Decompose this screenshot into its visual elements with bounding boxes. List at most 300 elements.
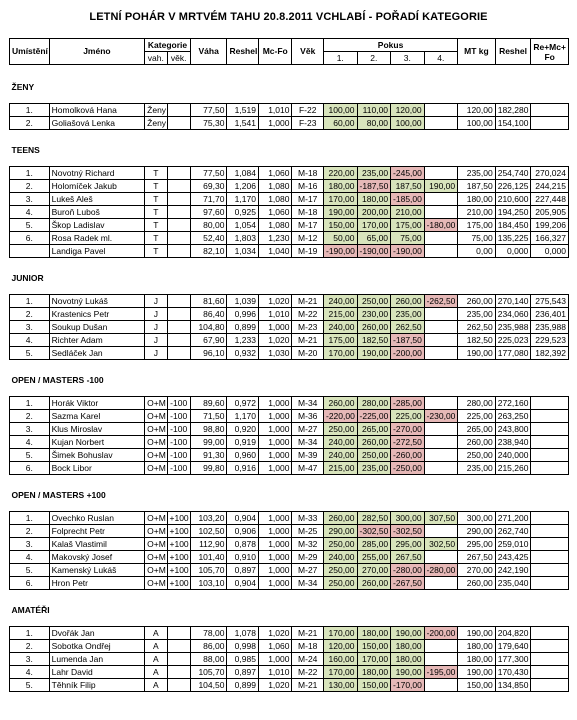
total-points-cell: 166,327	[531, 232, 569, 245]
age-class-cell	[167, 347, 190, 360]
best-lift-cell: 235,00	[458, 462, 496, 475]
bodyweight-cell: 97,60	[190, 206, 227, 219]
reshel-points-cell: 234,060	[495, 308, 531, 321]
total-points-cell	[531, 679, 569, 692]
attempt-cell: -262,50	[424, 295, 458, 308]
name-cell: Kamenský Lukáš	[49, 564, 145, 577]
best-lift-cell: 0,00	[458, 245, 496, 258]
age-cell: M-21	[292, 679, 324, 692]
section-title: AMATÉŘI	[11, 604, 50, 615]
weight-class-cell: J	[145, 347, 167, 360]
attempt-cell: -302,50	[391, 525, 425, 538]
weight-class-cell: A	[145, 640, 167, 653]
attempt-cell: 210,00	[391, 206, 425, 219]
reshel-coef-cell: 0,925	[227, 206, 259, 219]
spacer-cell	[10, 284, 569, 295]
bodyweight-cell: 105,70	[190, 564, 227, 577]
place-cell: 3.	[10, 193, 50, 206]
table-row	[10, 577, 569, 590]
reshel-points-cell: 225,023	[495, 334, 531, 347]
best-lift-cell: 100,00	[458, 117, 496, 130]
mcfo-coef-cell: 1,000	[258, 538, 292, 551]
total-points-cell	[531, 104, 569, 117]
attempt-cell: 300,00	[391, 512, 425, 525]
age-class-cell	[167, 232, 190, 245]
place-cell: 2.	[10, 525, 50, 538]
name-cell: Buroň Luboš	[49, 206, 145, 219]
weight-class-cell: A	[145, 679, 167, 692]
reshel-points-cell: 243,425	[495, 551, 531, 564]
attempt-cell: 240,00	[323, 295, 357, 308]
bodyweight-cell: 86,40	[190, 308, 227, 321]
age-class-cell: +100	[167, 577, 190, 590]
best-lift-cell: 280,00	[458, 397, 496, 410]
reshel-coef-cell: 0,998	[227, 640, 259, 653]
attempt-cell: 100,00	[323, 104, 357, 117]
best-lift-cell: 75,00	[458, 232, 496, 245]
age-cell: M-17	[292, 193, 324, 206]
best-lift-cell: 120,00	[458, 104, 496, 117]
age-cell: M-21	[292, 295, 324, 308]
attempt-cell: 282,50	[357, 512, 391, 525]
place-cell: 4.	[10, 436, 50, 449]
bodyweight-cell: 81,60	[190, 295, 227, 308]
attempt-cell: 182,50	[357, 334, 391, 347]
best-lift-cell: 182,50	[458, 334, 496, 347]
attempt-cell: -272,50	[391, 436, 425, 449]
attempt-cell: 110,00	[357, 104, 391, 117]
attempt-cell: 250,00	[323, 564, 357, 577]
name-cell: Kujan Norbert	[49, 436, 145, 449]
attempt-cell	[424, 640, 458, 653]
attempt-cell: -225,00	[357, 410, 391, 423]
col-header-attempt-4: 4.	[424, 52, 458, 65]
bodyweight-cell: 86,00	[190, 640, 227, 653]
place-cell: 6.	[10, 462, 50, 475]
bodyweight-cell: 82,10	[190, 245, 227, 258]
place-cell: 3.	[10, 538, 50, 551]
reshel-coef-cell: 1,541	[227, 117, 259, 130]
mcfo-coef-cell: 1,010	[258, 666, 292, 679]
attempt-cell: 200,00	[357, 206, 391, 219]
total-points-cell	[531, 423, 569, 436]
spacer-row	[10, 284, 569, 295]
age-cell: M-18	[292, 206, 324, 219]
mcfo-coef-cell: 1,030	[258, 347, 292, 360]
name-cell: Klus Miroslav	[49, 423, 145, 436]
col-header-vaha: Váha	[190, 39, 227, 65]
place-cell: 3.	[10, 653, 50, 666]
bodyweight-cell: 96,10	[190, 347, 227, 360]
weight-class-cell: O+M	[145, 551, 167, 564]
attempt-cell: 260,00	[357, 321, 391, 334]
reshel-coef-cell: 0,904	[227, 512, 259, 525]
attempt-cell: 170,00	[323, 627, 357, 640]
name-cell: Těhník Filip	[49, 679, 145, 692]
reshel-coef-cell: 0,878	[227, 538, 259, 551]
attempt-cell	[424, 462, 458, 475]
table-row	[10, 436, 569, 449]
attempt-cell	[424, 104, 458, 117]
mcfo-coef-cell: 1,080	[258, 193, 292, 206]
best-lift-cell: 190,00	[458, 347, 496, 360]
attempt-cell: 60,00	[323, 117, 357, 130]
name-cell: Škop Ladislav	[49, 219, 145, 232]
attempt-cell: 130,00	[323, 679, 357, 692]
attempt-cell	[424, 551, 458, 564]
total-points-cell: 0,000	[531, 245, 569, 258]
attempt-cell: -250,00	[391, 462, 425, 475]
attempt-cell: 250,00	[323, 577, 357, 590]
age-cell: M-33	[292, 512, 324, 525]
place-cell: 5.	[10, 449, 50, 462]
spacer-cell	[10, 501, 569, 512]
mcfo-coef-cell: 1,000	[258, 564, 292, 577]
table-row	[10, 423, 569, 436]
mcfo-coef-cell: 1,000	[258, 577, 292, 590]
bodyweight-cell: 99,00	[190, 436, 227, 449]
section-title: ŽENY	[11, 81, 35, 92]
reshel-points-cell: 154,100	[495, 117, 531, 130]
col-header-attempt-1: 1.	[323, 52, 357, 65]
table-row	[10, 180, 569, 193]
total-points-cell	[531, 512, 569, 525]
age-cell: M-34	[292, 577, 324, 590]
spacer-row	[10, 386, 569, 397]
mcfo-coef-cell: 1,000	[258, 525, 292, 538]
best-lift-cell: 175,00	[458, 219, 496, 232]
age-class-cell: -100	[167, 423, 190, 436]
age-class-cell	[167, 679, 190, 692]
bodyweight-cell: 102,50	[190, 525, 227, 538]
attempt-cell: 270,00	[357, 564, 391, 577]
attempt-cell: 100,00	[391, 117, 425, 130]
age-cell: M-20	[292, 347, 324, 360]
age-cell: M-18	[292, 167, 324, 180]
attempt-cell: -285,00	[391, 397, 425, 410]
total-points-cell: 205,905	[531, 206, 569, 219]
mcfo-coef-cell: 1,000	[258, 551, 292, 564]
bodyweight-cell: 104,50	[190, 679, 227, 692]
age-cell: M-32	[292, 538, 324, 551]
place-cell: 1.	[10, 295, 50, 308]
reshel-points-cell: 240,000	[495, 449, 531, 462]
attempt-cell: 215,00	[323, 308, 357, 321]
weight-class-cell: Ženy	[145, 117, 167, 130]
age-cell: M-21	[292, 334, 324, 347]
weight-class-cell: A	[145, 627, 167, 640]
section-header-row	[10, 372, 569, 386]
reshel-points-cell: 177,080	[495, 347, 531, 360]
name-cell: Homolková Hana	[49, 104, 145, 117]
best-lift-cell: 260,00	[458, 295, 496, 308]
reshel-points-cell: 204,820	[495, 627, 531, 640]
total-points-cell	[531, 436, 569, 449]
age-class-cell: -100	[167, 410, 190, 423]
weight-class-cell: O+M	[145, 538, 167, 551]
attempt-cell: 290,00	[323, 525, 357, 538]
table-row	[10, 679, 569, 692]
weight-class-cell: T	[145, 180, 167, 193]
attempt-cell: -267,50	[391, 577, 425, 590]
weight-class-cell: O+M	[145, 564, 167, 577]
attempt-cell	[424, 334, 458, 347]
weight-class-cell: Ženy	[145, 104, 167, 117]
best-lift-cell: 225,00	[458, 410, 496, 423]
reshel-coef-cell: 1,084	[227, 167, 259, 180]
attempt-cell	[424, 308, 458, 321]
place-cell: 4.	[10, 551, 50, 564]
table-row	[10, 104, 569, 117]
best-lift-cell: 180,00	[458, 193, 496, 206]
table-row	[10, 117, 569, 130]
mcfo-coef-cell: 1,020	[258, 627, 292, 640]
attempt-cell: 235,00	[391, 308, 425, 321]
name-cell: Richter Adam	[49, 334, 145, 347]
age-class-cell	[167, 653, 190, 666]
name-cell: Šimek Bohuslav	[49, 449, 145, 462]
table-row	[10, 410, 569, 423]
attempt-cell: 255,00	[357, 551, 391, 564]
weight-class-cell: T	[145, 232, 167, 245]
name-cell: Landiga Pavel	[49, 245, 145, 258]
best-lift-cell: 300,00	[458, 512, 496, 525]
reshel-points-cell: 263,250	[495, 410, 531, 423]
mcfo-coef-cell: 1,000	[258, 436, 292, 449]
weight-class-cell: O+M	[145, 436, 167, 449]
spacer-cell	[10, 258, 569, 271]
name-cell: Novotný Richard	[49, 167, 145, 180]
total-points-cell: 275,543	[531, 295, 569, 308]
attempt-cell	[424, 449, 458, 462]
col-header-jmeno: Jméno	[49, 39, 145, 65]
attempt-cell: -190,00	[357, 245, 391, 258]
age-cell: M-47	[292, 462, 324, 475]
attempt-cell	[424, 423, 458, 436]
age-class-cell: -100	[167, 449, 190, 462]
age-cell: M-29	[292, 551, 324, 564]
reshel-points-cell: 170,430	[495, 666, 531, 679]
attempt-cell: 280,00	[357, 397, 391, 410]
name-cell: Sazma Karel	[49, 410, 145, 423]
total-points-cell	[531, 551, 569, 564]
weight-class-cell: T	[145, 167, 167, 180]
weight-class-cell: O+M	[145, 462, 167, 475]
attempt-cell: 260,00	[323, 397, 357, 410]
attempt-cell	[424, 193, 458, 206]
age-cell: M-23	[292, 321, 324, 334]
section-title: OPEN / MASTERS +100	[11, 489, 106, 500]
table-row	[10, 193, 569, 206]
best-lift-cell: 250,00	[458, 449, 496, 462]
reshel-points-cell: 210,600	[495, 193, 531, 206]
age-cell: M-25	[292, 525, 324, 538]
attempt-cell: 150,00	[357, 679, 391, 692]
attempt-cell: 262,50	[391, 321, 425, 334]
table-row	[10, 308, 569, 321]
total-points-cell	[531, 666, 569, 679]
age-class-cell	[167, 206, 190, 219]
age-cell: M-19	[292, 245, 324, 258]
attempt-cell: 120,00	[323, 640, 357, 653]
spacer-cell	[10, 590, 569, 603]
total-points-cell	[531, 577, 569, 590]
age-cell: M-22	[292, 666, 324, 679]
place-cell: 3.	[10, 423, 50, 436]
section-title: TEENS	[11, 144, 40, 155]
bodyweight-cell: 78,00	[190, 627, 227, 640]
table-row	[10, 462, 569, 475]
age-class-cell: +100	[167, 525, 190, 538]
reshel-coef-cell: 0,920	[227, 423, 259, 436]
spacer-row	[10, 501, 569, 512]
attempt-cell: 260,00	[323, 512, 357, 525]
bodyweight-cell: 89,60	[190, 397, 227, 410]
section-header-row	[10, 602, 569, 616]
place-cell: 1.	[10, 167, 50, 180]
total-points-cell	[531, 640, 569, 653]
attempt-cell: 187,50	[391, 180, 425, 193]
col-header-vek-cat: věk.	[167, 52, 190, 65]
weight-class-cell: O+M	[145, 397, 167, 410]
attempt-cell: 260,00	[357, 436, 391, 449]
attempt-cell: 260,00	[391, 295, 425, 308]
bodyweight-cell: 105,70	[190, 666, 227, 679]
attempt-cell: -200,00	[391, 347, 425, 360]
age-class-cell	[167, 180, 190, 193]
reshel-coef-cell: 0,972	[227, 397, 259, 410]
attempt-cell: -185,00	[391, 193, 425, 206]
reshel-points-cell: 270,140	[495, 295, 531, 308]
attempt-cell: 175,00	[323, 334, 357, 347]
mcfo-coef-cell: 1,000	[258, 321, 292, 334]
best-lift-cell: 235,00	[458, 308, 496, 321]
attempt-cell: 180,00	[357, 627, 391, 640]
col-header-vek: Věk	[292, 39, 324, 65]
bodyweight-cell: 99,80	[190, 462, 227, 475]
best-lift-cell: 180,00	[458, 653, 496, 666]
attempt-cell: -190,00	[323, 245, 357, 258]
attempt-cell: 180,00	[357, 666, 391, 679]
age-class-cell: +100	[167, 512, 190, 525]
bodyweight-cell: 69,30	[190, 180, 227, 193]
section-header-row	[10, 142, 569, 156]
attempt-cell: 180,00	[391, 640, 425, 653]
age-cell: M-34	[292, 436, 324, 449]
attempt-cell: 307,50	[424, 512, 458, 525]
age-class-cell	[167, 167, 190, 180]
reshel-points-cell: 259,010	[495, 538, 531, 551]
age-cell: M-36	[292, 410, 324, 423]
attempt-cell: 302,50	[424, 538, 458, 551]
col-header-pokus: Pokus	[323, 39, 457, 52]
spacer-cell	[10, 156, 569, 167]
spacer-row	[10, 616, 569, 627]
attempt-cell: -245,00	[391, 167, 425, 180]
total-points-cell: 229,523	[531, 334, 569, 347]
total-points-cell: 270,024	[531, 167, 569, 180]
attempt-cell: 250,00	[357, 295, 391, 308]
bodyweight-cell: 91,30	[190, 449, 227, 462]
age-cell: F-23	[292, 117, 324, 130]
table-row	[10, 206, 569, 219]
attempt-cell: 150,00	[323, 219, 357, 232]
bodyweight-cell: 101,40	[190, 551, 227, 564]
best-lift-cell: 235,00	[458, 167, 496, 180]
place-cell: 1.	[10, 627, 50, 640]
attempt-cell: 120,00	[391, 104, 425, 117]
reshel-coef-cell: 1,803	[227, 232, 259, 245]
spacer-cell	[10, 360, 569, 373]
bodyweight-cell: 52,40	[190, 232, 227, 245]
reshel-coef-cell: 0,919	[227, 436, 259, 449]
table-row	[10, 397, 569, 410]
age-cell: M-12	[292, 232, 324, 245]
best-lift-cell: 262,50	[458, 321, 496, 334]
attempt-cell	[424, 436, 458, 449]
name-cell: Novotný Lukáš	[49, 295, 145, 308]
weight-class-cell: O+M	[145, 512, 167, 525]
attempt-cell: -270,00	[391, 423, 425, 436]
attempt-cell: 190,00	[391, 627, 425, 640]
attempt-cell: 295,00	[391, 538, 425, 551]
attempt-cell: 190,00	[424, 180, 458, 193]
mcfo-coef-cell: 1,080	[258, 180, 292, 193]
place-cell: 5.	[10, 219, 50, 232]
col-header-attempt-2: 2.	[357, 52, 391, 65]
bodyweight-cell: 98,80	[190, 423, 227, 436]
section-header-row	[10, 270, 569, 284]
attempt-cell: -180,00	[424, 219, 458, 232]
mcfo-coef-cell: 1,020	[258, 295, 292, 308]
place-cell: 1.	[10, 512, 50, 525]
spacer-cell	[10, 475, 569, 488]
reshel-coef-cell: 0,916	[227, 462, 259, 475]
place-cell: 3.	[10, 321, 50, 334]
attempt-cell: 180,00	[357, 193, 391, 206]
age-class-cell: -100	[167, 397, 190, 410]
attempt-cell: -280,00	[424, 564, 458, 577]
attempt-cell: 240,00	[323, 321, 357, 334]
age-class-cell	[167, 640, 190, 653]
col-header-vah: vah.	[145, 52, 167, 65]
name-cell: Rosa Radek ml.	[49, 232, 145, 245]
age-cell: M-34	[292, 397, 324, 410]
reshel-coef-cell: 0,932	[227, 347, 259, 360]
best-lift-cell: 295,00	[458, 538, 496, 551]
reshel-points-cell: 179,640	[495, 640, 531, 653]
name-cell: Goliašová Lenka	[49, 117, 145, 130]
place-cell: 6.	[10, 577, 50, 590]
reshel-points-cell: 235,988	[495, 321, 531, 334]
spacer-cell	[10, 65, 569, 80]
table-row	[10, 334, 569, 347]
attempt-cell: -260,00	[391, 449, 425, 462]
bodyweight-cell: 71,50	[190, 410, 227, 423]
total-points-cell: 244,215	[531, 180, 569, 193]
name-cell: Sedláček Jan	[49, 347, 145, 360]
table-row	[10, 538, 569, 551]
attempt-cell	[424, 117, 458, 130]
attempt-cell: 250,00	[323, 423, 357, 436]
total-points-cell	[531, 462, 569, 475]
best-lift-cell: 265,00	[458, 423, 496, 436]
reshel-points-cell: 242,190	[495, 564, 531, 577]
attempt-cell: 150,00	[357, 640, 391, 653]
attempt-cell: 260,00	[357, 577, 391, 590]
reshel-points-cell: 194,250	[495, 206, 531, 219]
attempt-cell: -280,00	[391, 564, 425, 577]
